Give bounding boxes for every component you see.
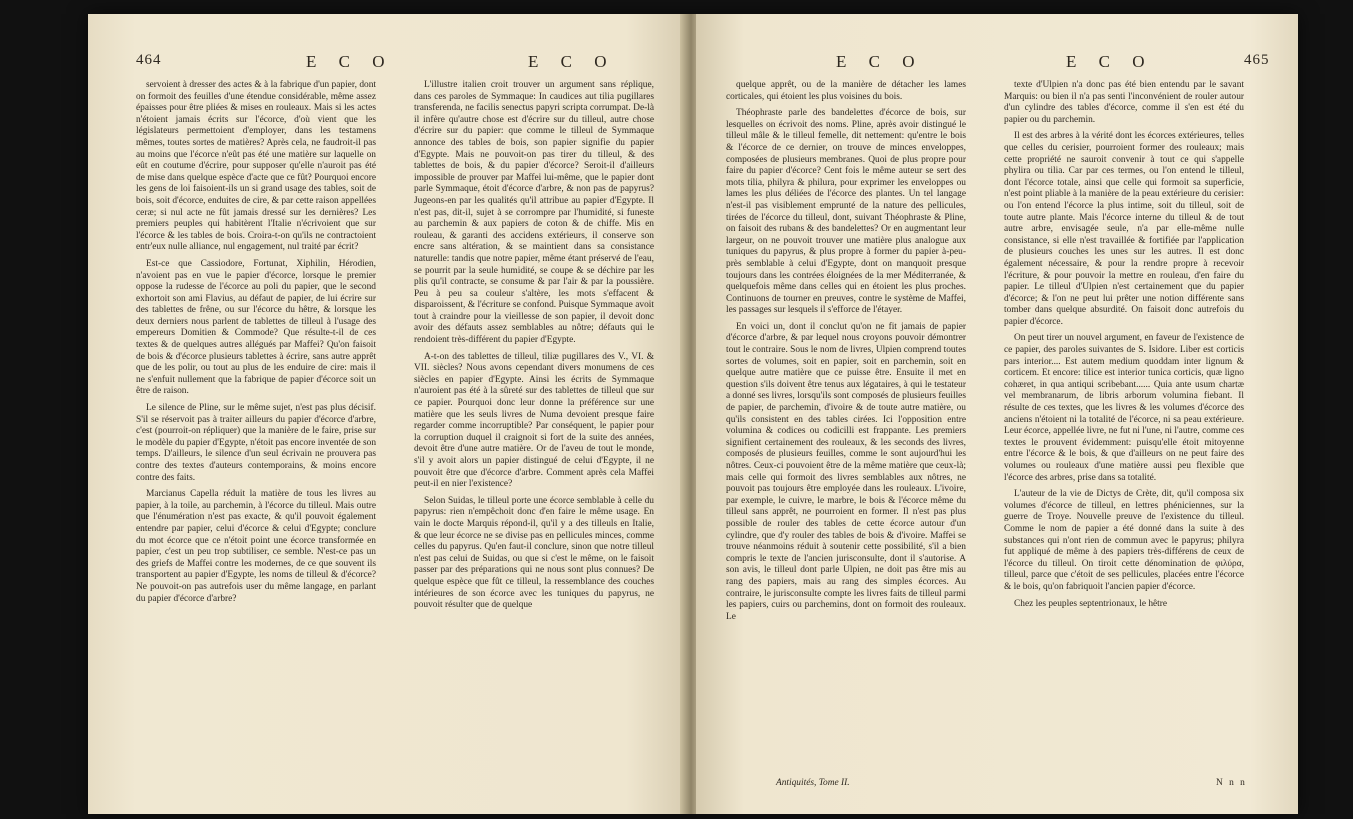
right-column-1 <box>726 80 966 628</box>
left-running-title: E C O <box>306 52 394 71</box>
paragraph: On peut tirer un nouvel argument, en faveur de l'existence de ce papier, des paroles suivantes de S. Isidore. Liber est corticis pars interior.... Est autem medium quoddam inter lignum & corticem. Et encore: tilice est interior tunica corticis, quæ ligno cohæret, in qua antiqui scribebant...... Quia ante usum chartæ vel membranarum, de libris arborum volumina fiebant. Il résulte de ces textes, que les livres & les volumes d'écorce des anciens n'étoient ni la totalité de l'écorce, ni sa peau extérieure. Leur écorce, appellée livre, ne fut ni l'une, ni l'autre, comme ces textes le prouvent évidemment: puisqu'elle étoit mitoyenne entre l'écorce & le bois, & que d'ailleurs on ne peut faire des volumes ou rouleaux d'une matière aussi peu flexible que l'écorce des arbres, prise dans sa totalité. <box>1004 333 1244 483</box>
footer-volume-title: Antiquités, Tome II. <box>776 778 850 788</box>
left-page-number: 464 <box>136 52 162 68</box>
paragraph: Chez les peuples septentrionaux, le hêtre <box>1014 598 1168 609</box>
paragraph: L'auteur de la vie de Dictys de Crète, dit, qu'il composa six volumes d'écorce de tilleul, en lettres phéniciennes, sur la guerre de Troye. Nouvelle preuve de l'existence du tilleul. Comme le nom de papier a été donné dans la suite à des substances qui n'ont rien de commun avec le papyrus; philyra fut appliqué de même à des papiers très-différens de ceux de l'écorce du tilleul. On tiroit cette dénomination de φιλύρα, tilleul, parce que c'étoit de ses pellicules, placées entre l'écorce & le bois, qu'on fabriquoit l'ancien papier d'écorce. <box>1004 489 1244 592</box>
paragraph: Théophraste parle des bandelettes d'écorce de bois, sur lesquelles on écrivoit des noms. Pline, après avoir distingué le tilleul mâle & le tilleul femelle, dit nettement: qu'entre le bois & l'écorce de ce dernier, on trouve de minces enveloppes, composées de plusieurs membranes. Quoi de plus propre pour faire du papier d'écorce? Cent fois le même auteur se sert des mots tilia, philyra & philura, pour exprimer les enveloppes ou lames les plus déliées de l'écorce des plantes. Un tel langage n'est-il pas visiblement emprunté de la nature des pellicules, tirées de l'écorce du tilleul, dont, suivant Théophraste & Pline, on faisoit des rubans & des bandelettes? Or en augmentant leur largeur, on ne pouvoit trouver une matière plus analogue aux tuniques du papyrus, & plus propre à former du papier à-peu-près semblable à celui d'Egypte, dont on manquoit presque toujours dans les contrées éloignées de la mer Méditerranée, & quelquefois même dans celles qui en étoient les plus proches. Continuons de tourner en preuves, contre le système de Maffei, les passages sur lesquels il s'efforce de l'étayer. <box>726 108 966 316</box>
left-column-2 <box>414 80 654 617</box>
paragraph: Marcianus Capella réduit la matière de tous les livres au papier, à la toile, au parchemin, à l'écorce du tilleul. Mais outre que l'énumération n'est pas exacte, & qu'il pouvoit également entendre par papier, celui d'écorce & celui d'Egypte; conclure du mot écorce que ce n'étoit point une écorce transformée en papier, c'est un peu trop subtiliser, ce semble. N'est-ce pas un des griefs de Maffei contre les modernes, de ce que souvent ils transportent au papier d'Egypte, les noms de tilleul & d'écorce? Ne pouvoit-on pas autrefois user du même langage, en parlant du papier d'écorce d'arbre? <box>136 489 376 604</box>
right-column-2 <box>1004 80 1244 615</box>
right-running-title: E C O <box>836 52 924 71</box>
paragraph: Selon Suidas, le tilleul porte une écorce semblable à celle du papyrus: rien n'empêchoit donc d'en faire le même usage. En vain le docte Marquis répond-il, qu'il y a des tilleuls en Italie, & que leur écorce ne se divise pas en pellicules minces, comme celles du papyrus. Qu'en faut-il conclure, sinon que notre tilleul n'est pas celui de Suidas, ou que si c'est le même, on le faisoit passer par des préparations qui ne nous sont plus connues? De quelque espèce que fût ce tilleul, la ressemblance des couches intérieures de son écorce avec les tuniques du papyrus, ne pouvoit résulter que de quelque <box>414 495 654 611</box>
signature-mark: N n n <box>1216 778 1247 788</box>
paragraph: Le silence de Pline, sur le même sujet, n'est pas plus décisif. S'il se réservoit pas à traiter ailleurs du papier d'écorce d'arbre, c'est (pourroit-on répliquer) que la manière de le faire, prise sur le modèle du papier d'Egypte, n'étoit pas encore inventée de son temps. D'ailleurs, le silence d'un seul écrivain ne prouvera pas contre des textes d'auteurs contemporains, & moins encore contre des faits. <box>136 403 377 483</box>
left-running-title-right: E C O <box>528 52 616 71</box>
right-page-number: 465 <box>1244 52 1270 68</box>
right-page <box>696 14 1298 814</box>
left-page <box>88 14 686 814</box>
paragraph: En voici un, dont il conclut qu'on ne fit jamais de papier d'écorce d'arbre, & par lequel nous croyons pouvoir démontrer tout le contraire. Sous le nom de livres, Ulpien comprend toutes sortes de volumes, soit en papier, soit en parchemin, soit en quelque autre matière que ce puisse être. Ensuite il met en question s'ils doivent être tenus aux légataires, à qui le testateur a donné ses livres, lorsqu'ils sont composés de plusieurs feuilles de papier, de parchemin, d'ivoire & de toute autre matière, ou qu'ils consistent en des tables cirées. Ici l'opposition entre volumina & codices ou codicilli est frappante. Les premiers signifient certainement des rouleaux, & les seconds des livres, composés de plusieurs feuilles, comme le sont aujourd'hui les nôtres. Ceux-ci pouvoient être de la même matière que ceux-là; mais celle qui formoit des livres semblables aux nôtres, ne pouvoit pas toujours être employée dans les rouleaux. L'ivoire, par exemple, le cuivre, le marbre, le bois & l'écorce même du tilleul sans apprêt, ne pourroient en former. Il n'est pas plus possible de rouler des tables de cette écorce autour d'un cylindre, que d'y rouler des tables de bois & d'ivoire. Maffei se trouve néanmoins réduit à soutenir cette possibilité, s'il a bien compris le texte de l'ancien jurisconsulte, dont il s'autorise. A son avis, le tilleul dont parle Ulpien, ne doit pas être mis au rang des papiers, mais au rang des simples écorces. Au contraire, le jurisconsulte compte les livres faits de tilleul parmi les papiers, cuirs ou parchemins, dont on formoit des rouleaux. Le <box>726 321 966 622</box>
paragraph: Il est des arbres à la vérité dont les écorces extérieures, telles que celles du cerisier, pourroient former des rouleaux; mais cette propriété ne sauroit convenir à tout ce qui s'appelle phylira ou tilia. Car par ces termes, ou l'on entend le tilleul, dont l'écorce totale, ainsi que celle qui formoit sa superficie, n'est point pliable à la manière de la peau extérieure du cerisier: ou l'on entend l'écorce la plus intime, soit du tilleul, soit de toute autre plante. Mais l'écorce interne du tilleul & de tout autre arbre, envisagée seule, n'a par elle-même nulle consistance, si elle n'est travaillée & fortifiée par l'application de plusieurs couches les unes sur les autres. Il est donc également nécessaire, & pour la rendre propre à recevoir l'écriture, & pour pouvoir la mettre en rouleau, d'en faire du papier. Le tilleul d'Ulpien n'est certainement que du papier d'écorce; & l'on ne peut lui prêter une notion différente sans tomber dans quelque absurdité. On faisoit donc autrefois du papier d'écorce. <box>1004 131 1244 327</box>
paragraph: servoient à dresser des actes & à la fabrique d'un papier, dont on formoit des feuilles d'une étendue considérable, même assez épaisses pour être pliées & mises en rouleaux. Mais si les actes n'étoient jamais écrits sur l'écorce, d'où vient que les législateurs permettoient d'employer, dans les testamens mêmes, toutes sortes de matières? Après cela, ne faudroit-il pas au moins que l'écorce n'eût pas été une matière sur laquelle on eût en coutume d'écrire, pour supposer qu'elle n'auroit pas été de mise dans quelque espèce d'acte que ce fût? Pourquoi encore les gens de loi faisoient-ils un si grand usage des tables, soit de bois, soit d'écorce, enduites de cire, & par cette raison appellées ceræ; si nul acte ne fût jamais dressé sur les dernières? Les premiers peuples qui habitèrent l'Italie n'écrivoient que sur l'écorce & les tables de bois. Croira-t-on qu'ils ne contractoient entr'eux nulle alliance, nul engagement, nul traité par écrit? <box>136 80 376 253</box>
paragraph: L'illustre italien croit trouver un argument sans réplique, dans ces paroles de Symmaque: In caudices aut tilia pugillares transferenda, ne facilis senectus papyri scripta corrumpat. De-là il infère qu'autre chose est d'écrire sur du tilleul, autre chose d'écrire sur du papier: que comme le tilleul de Symmaque annonce des tables de bois, son papier signifie du papier d'Egypte. Mais ne pouvoit-on pas tirer du tilleul, & des tablettes de bois, & du papier d'écorce? Seroit-il d'ailleurs impossible de prouver par Maffei lui-même, que le papier dont parle Symmaque, étoit d'écorce d'arbre, & non pas de papyrus? Jugeons-en par les qualités qu'il attribue au papier d'Egypte. Il n'est pas, dit-il, sujet à se corrompre par l'humidité, si funeste au parchemin & aux papiers de coton & de chiffe. Mis en rouleau, & garanti des accidens extérieurs, il conserve son encre sans altération, & se maintient dans sa consistance naturelle: tandis que notre papier, même étant préservé de l'eau, se pourrit par la seule humidité, se coupe & se déchire par les plis qu'il contracte, se consume & par l'air & par la poussière. Peu à peu sa couleur s'altère, les mots s'effacent & disparoissent, & l'écriture se confond. Puisque Symmaque avoit tout à craindre pour la vieillesse de son papier, il devoit donc avoir des défauts assez semblables au nôtre; défauts qui le rendoient très-différent du papier d'Egypte. <box>414 80 654 346</box>
open-book <box>88 14 1298 814</box>
paragraph: texte d'Ulpien n'a donc pas été bien entendu par le savant Marquis: ou bien il n'a pas senti l'inconvénient de rouler autour d'un cylindre des tables d'écorce, comme il s'en est été du papier ou du parchemin. <box>1004 80 1244 125</box>
paragraph: quelque apprêt, ou de la manière de détacher les lames corticales, qui étoient les plus voisines du bois. <box>726 80 966 102</box>
paragraph: Est-ce que Cassiodore, Fortunat, Xiphilin, Hérodien, n'avoient pas en vue le papier d'écorce, lorsque le premier oppose la rudesse de l'écorce au poli du papier, que le second exhortoit son ami Flavius, au défaut de papier, de lui écrire sur des tablettes de frêne, ou sur l'écorce du hêtre, & lorsque les deux derniers nous parlent de tablettes de tilleul à l'usage des empereurs Domitien & Commode? Que résulte-t-il de ces textes & de quelques autres allégués par Maffei? Qu'on faisoit de bois & d'écorce plusieurs tablettes à écrire, sans autre apprêt que de les polir, ou tout au plus de les enduire de cire: mais il ne s'enfuit nullement que la fabrique de papier d'écorce soit un être de raison. <box>136 258 376 397</box>
right-running-title-right: E C O <box>1066 52 1154 71</box>
paragraph: A-t-on des tablettes de tilleul, tiliæ pugillares des V., VI. & VII. siècles? Nous avons cependant divers monumens de ces siècles en papier d'Egypte. Ainsi les écrits de Symmaque n'auroient pas été à la sûreté sur des tablettes de tilleul que sur ce papier. Pourquoi donc leur donne la préférence sur une matière que les seuls livres de Numa devoient presque faire regarder comme incorruptible? Par conséquent, le papier pour la corruption duquel il craignoit si fort de la suite des années, devoit être d'une autre matière. Or de l'aveu de tout le monde, s'il y avoit alors un papier distingué de celui d'Egypte, il ne pouvoit être que d'écorce d'arbre. Comment après cela Maffei peut-il en nier l'existence? <box>414 351 654 490</box>
left-column-1 <box>136 80 376 610</box>
